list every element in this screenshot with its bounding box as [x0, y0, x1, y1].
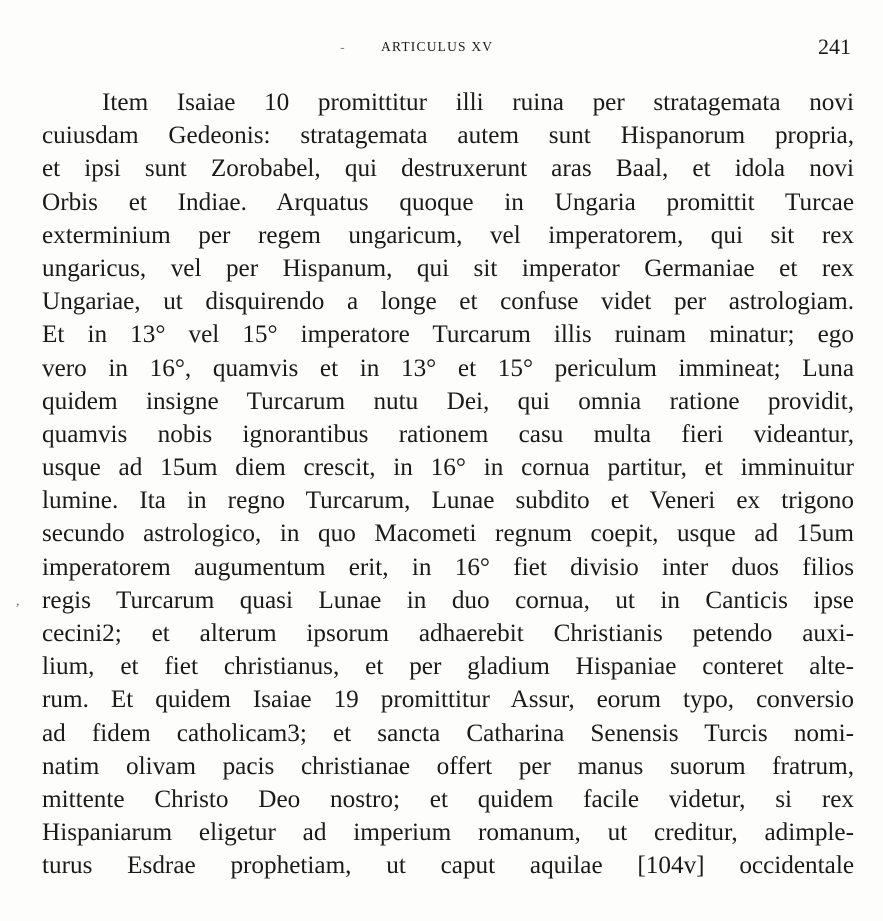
text-line: ad fidem catholicam3; et sancta Catharina Senensis Turcis nomi- [42, 719, 854, 747]
text-line: et ipsi sunt Zorobabel, qui destruxerunt aras Baal, et idola novi [42, 155, 854, 183]
text-line: usque ad 15um diem crescit, in 16° in cornua partitur, et imminuitur [42, 454, 854, 482]
margin-mark: , [16, 594, 20, 609]
text-line: exterminium per regem ungaricum, vel imperatorem, qui sit rex [42, 221, 854, 249]
text-line: imperatorem augumentum erit, in 16° fiet divisio inter duos filios [42, 553, 854, 581]
text-line: turus Esdrae prophetiam, ut caput aquilae [104v] occidentale [42, 852, 854, 880]
text-line: cecini2; et alterum ipsorum adhaerebit Christianis petendo auxi- [42, 620, 854, 647]
text-line: natim olivam pacis christianae offert per manus suorum fratrum, [42, 752, 854, 780]
page-number: 241 [818, 34, 851, 59]
text-line: rum. Et quidem Isaiae 19 promittitur Assur, eorum typo, conversio [42, 686, 854, 714]
text-line: quidem insigne Turcarum nutu Dei, qui omnia ratione providit, [42, 387, 854, 415]
page-header [0, 34, 883, 64]
text-line: Item Isaiae 10 promittitur illi ruina per stratagemata novi [102, 89, 854, 116]
text-line: Ungariae, ut disquirendo a longe et confuse videt per astrologiam. [42, 288, 854, 316]
running-head: ARTICULUS XV [381, 39, 494, 54]
body-text [42, 86, 854, 883]
text-line: lumine. Ita in regno Turcarum, Lunae subdito et Veneri ex trigono [42, 487, 854, 515]
text-line: regis Turcarum quasi Lunae in duo cornua, ut in Canticis ipse [42, 586, 854, 614]
text-line: secundo astrologico, in quo Macometi regnum coepit, usque ad 15um [42, 520, 854, 548]
text-line: Hispaniarum eligetur ad imperium romanum, ut creditur, adimple- [42, 819, 854, 847]
text-line: cuiusdam Gedeonis: stratagemata autem sunt Hispanorum propria, [42, 122, 854, 150]
text-line: Et in 13° vel 15° imperatore Turcarum illis ruinam minatur; ego [42, 321, 854, 349]
text-line: Orbis et Indiae. Arquatus quoque in Ungaria promittit Turcae [42, 188, 854, 216]
text-line: lium, et fiet christianus, et per gladium Hispaniae conteret alte- [42, 653, 854, 681]
text-line: vero in 16°, quamvis et in 13° et 15° periculum immineat; Luna [42, 354, 854, 382]
text-line: ungaricus, vel per Hispanum, qui sit imperator Germaniae et rex [42, 254, 854, 282]
header-dash: - [340, 40, 345, 56]
text-line: mittente Christo Deo nostro; et quidem facile videtur, si rex [42, 785, 854, 813]
text-line: quamvis nobis ignorantibus rationem casu multa fieri videantur, [42, 420, 854, 448]
